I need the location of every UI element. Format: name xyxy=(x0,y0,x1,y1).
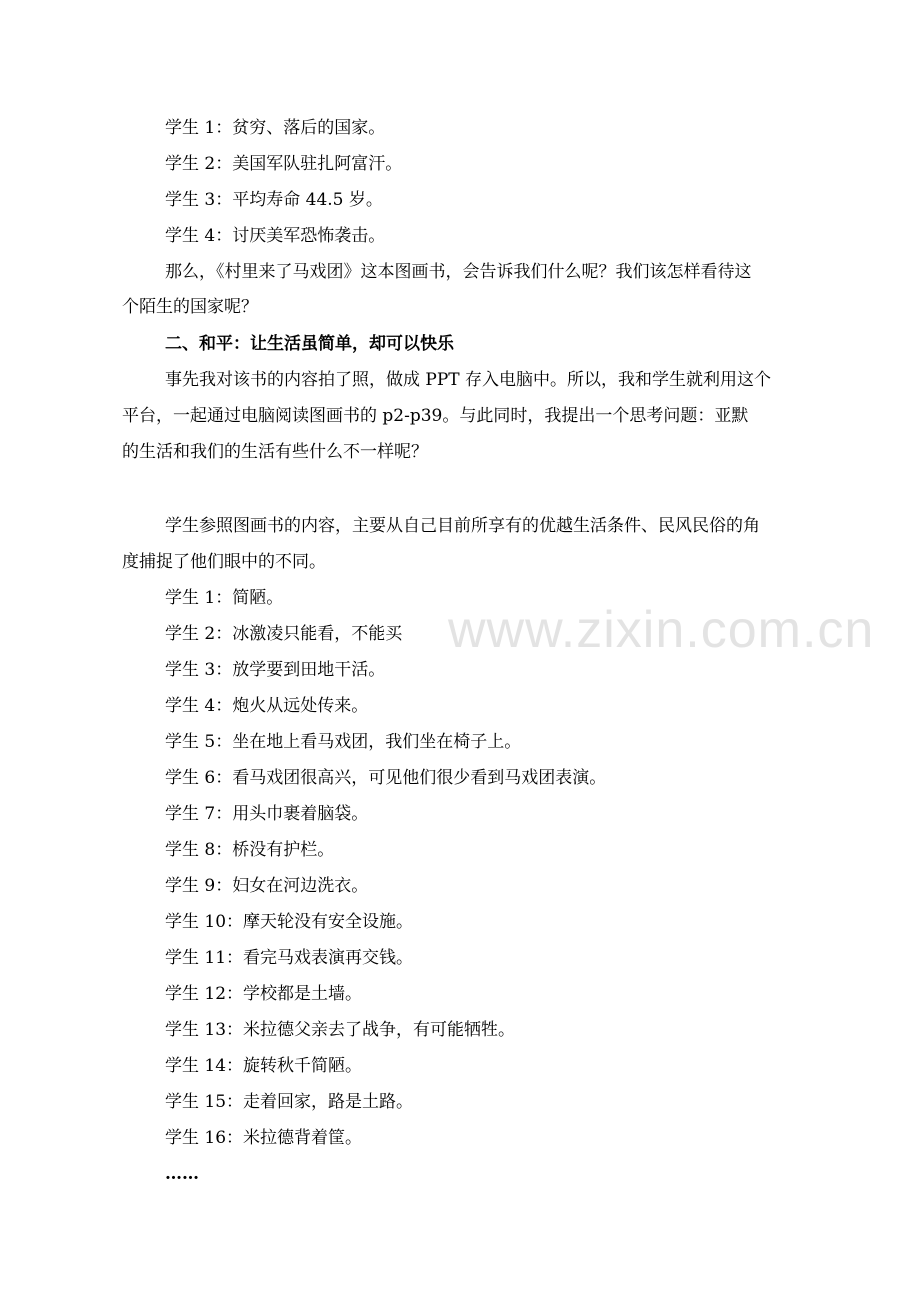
paragraph-line: 平台，一起通过电脑阅读图画书的 p2-p39。与此同时，我提出一个思考问题：亚默 xyxy=(122,406,749,426)
paragraph-line: 事先我对该书的内容拍了照，做成 PPT 存入电脑中。所以，我和学生就利用这个 xyxy=(165,370,772,390)
student-line: 学生 1：贫穷、落后的国家。 xyxy=(165,118,386,138)
student-line: 学生 2：美国军队驻扎阿富汗。 xyxy=(165,154,403,174)
ellipsis: …… xyxy=(165,1164,199,1184)
section-heading: 二、和平：让生活虽简单，却可以快乐 xyxy=(165,334,454,354)
watermark: www.zixin.com.cn xyxy=(448,601,875,659)
answer-line: 学生 4：炮火从远处传来。 xyxy=(165,696,369,716)
answer-line: 学生 14：旋转秋千简陋。 xyxy=(165,1056,363,1076)
answer-line: 学生 2：冰激凌只能看，不能买 xyxy=(165,624,403,644)
paragraph-line: 度捕捉了他们眼中的不同。 xyxy=(122,552,326,572)
answer-line: 学生 6：看马戏团很高兴，可见他们很少看到马戏团表演。 xyxy=(165,768,607,788)
answer-line: 学生 1：简陋。 xyxy=(165,588,284,608)
paragraph-line: 的生活和我们的生活有些什么不一样呢？ xyxy=(122,442,428,462)
paragraph-line: 个陌生的国家呢？ xyxy=(122,297,258,317)
paragraph-line: 那么，《村里来了马戏团》这本图画书，会告诉我们什么呢？我们该怎样看待这 xyxy=(165,262,752,282)
answer-line: 学生 15：走着回家，路是土路。 xyxy=(165,1092,414,1112)
answer-line: 学生 7：用头巾裹着脑袋。 xyxy=(165,804,369,824)
paragraph-line: 学生参照图画书的内容，主要从自己目前所享有的优越生活条件、民风民俗的角 xyxy=(165,516,760,536)
answer-line: 学生 3：放学要到田地干活。 xyxy=(165,660,386,680)
answer-line: 学生 13：米拉德父亲去了战争，有可能牺牲。 xyxy=(165,1020,516,1040)
student-line: 学生 4：讨厌美军恐怖袭击。 xyxy=(165,226,386,246)
answer-line: 学生 11：看完马戏表演再交钱。 xyxy=(165,948,414,968)
answer-line: 学生 12：学校都是土墙。 xyxy=(165,984,363,1004)
answer-line: 学生 5：坐在地上看马戏团，我们坐在椅子上。 xyxy=(165,732,522,752)
answer-line: 学生 10：摩天轮没有安全设施。 xyxy=(165,912,414,932)
answer-line: 学生 16：米拉德背着筐。 xyxy=(165,1128,363,1148)
answer-line: 学生 8：桥没有护栏。 xyxy=(165,840,335,860)
student-line: 学生 3：平均寿命 44.5 岁。 xyxy=(165,190,383,210)
answer-line: 学生 9：妇女在河边洗衣。 xyxy=(165,876,369,896)
